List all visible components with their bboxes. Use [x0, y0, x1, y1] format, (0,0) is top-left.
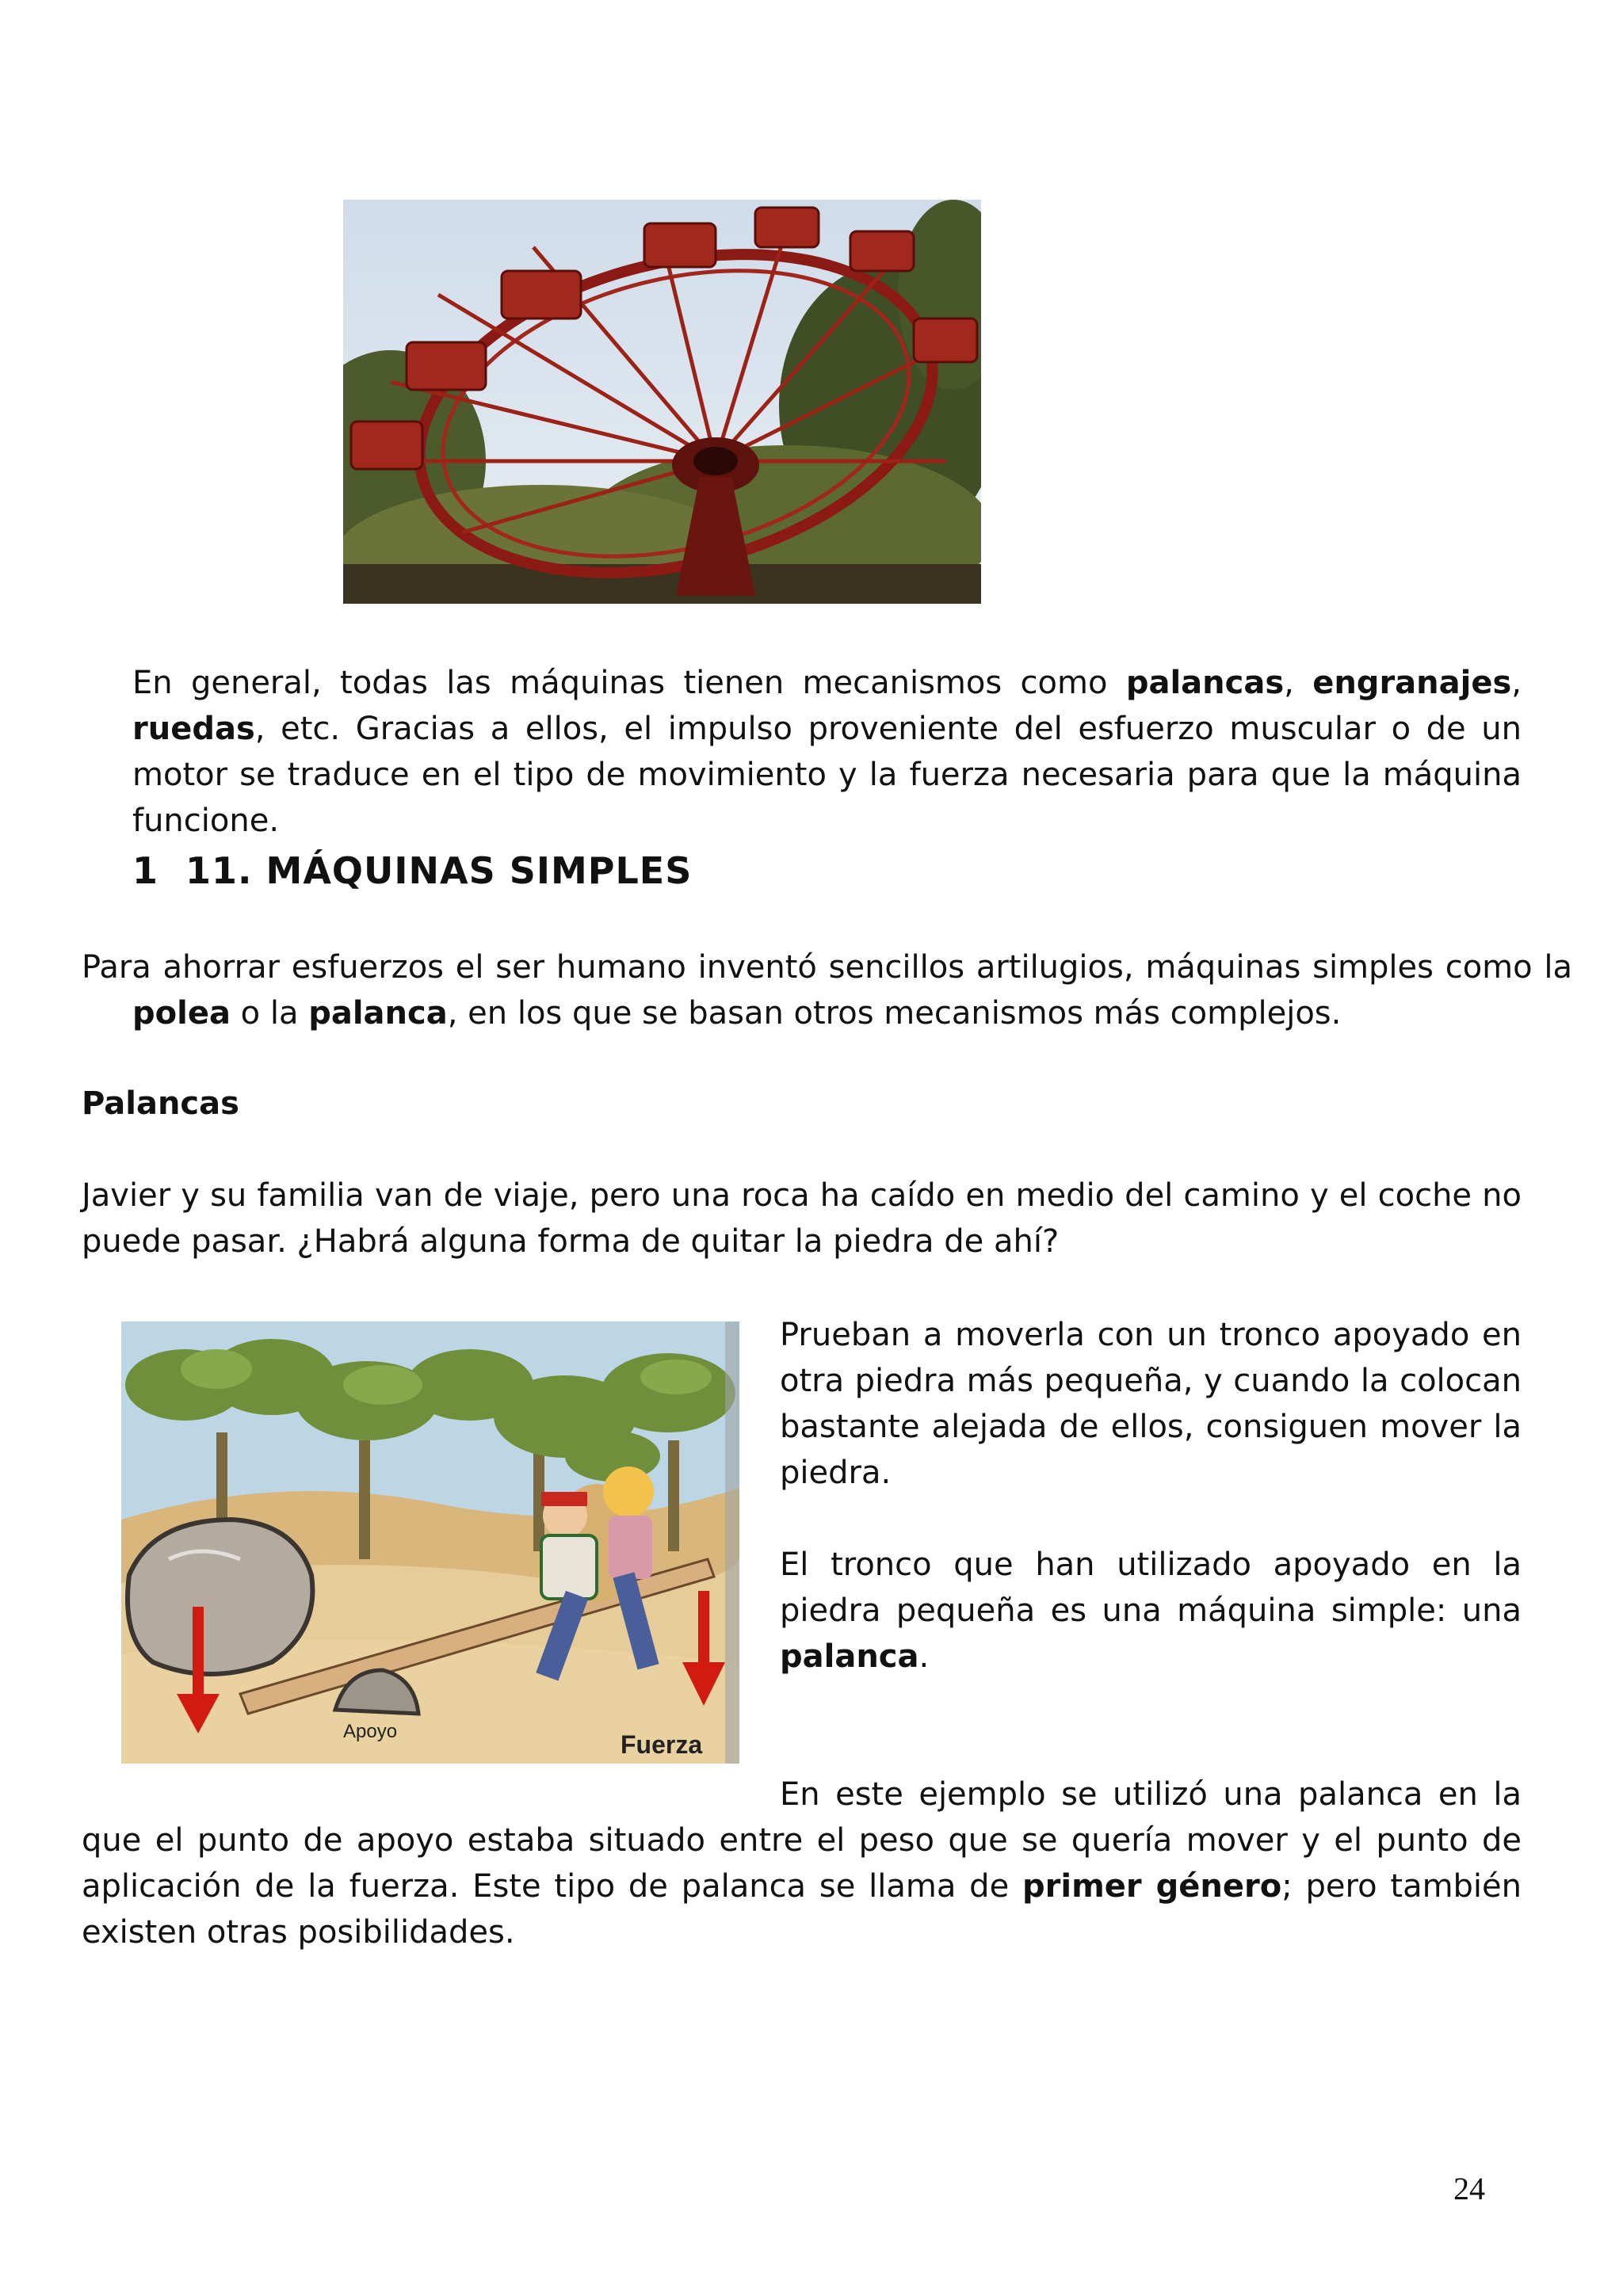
term-engranajes: engranajes [1312, 665, 1512, 701]
simple-machines-paragraph [82, 944, 1572, 1036]
term-primer-genero: primer género [1022, 1868, 1282, 1905]
term-ruedas: ruedas [132, 711, 255, 747]
intro-text: , etc. Gracias a ellos, el impulso proveniente del esfuerzo muscular o de un motor se traduce en el tipo de movimiento y la fuerza necesaria para que la máquina funcione. [132, 711, 1522, 839]
paragraph-text: El tronco que han utilizado apoyado en la piedra pequeña es una máquina simple: una [780, 1547, 1522, 1629]
story-paragraph: Javier y su familia van de viaje, pero una roca ha caído en medio del camino y el coche no puede pasar. ¿Habrá alguna forma de quitar la piedra de ahí? [82, 1177, 1522, 1260]
paragraph-text: , en los que se basan otros mecanismos más complejos. [447, 995, 1342, 1032]
section-heading: 1 11. MÁQUINAS SIMPLES [132, 849, 693, 892]
term-palanca: palanca [308, 995, 448, 1032]
page-number: 24 [1453, 2171, 1485, 2206]
intro-text: En general, todas las máquinas tienen mecanismos como [132, 665, 1126, 701]
side-paragraph-1: Prueban a moverla con un tronco apoyado en otra piedra más pequeña, y cuando la colocan bastante alejada de ellos, consiguen mover la piedra. [780, 1317, 1522, 1491]
label-apoyo: Apoyo [343, 1721, 398, 1742]
term-palanca: palanca [780, 1638, 919, 1675]
lever-illustration [121, 1322, 739, 1764]
paragraph-text: . [918, 1638, 930, 1675]
intro-text: , [1511, 665, 1522, 701]
side-paragraph-2 [780, 1542, 1522, 1680]
paragraph-text: o la [230, 995, 309, 1032]
term-palancas: palancas [1125, 665, 1285, 701]
intro-paragraph [132, 660, 1522, 844]
paragraph-text: Para ahorrar esfuerzos el ser humano inventó sencillos artilugios, máquinas simples como la [82, 949, 1572, 986]
paragraph-text: En este ejemplo se utilizó una palanca en la que el punto de apoyo estaba situado entre el peso que se quería mover y el punto de aplicación de la fuerza. Este tipo de palanca se llama de [82, 1776, 1522, 1905]
term-polea: polea [132, 995, 231, 1032]
amusement-ride-photo [343, 200, 981, 604]
subheading-palancas: Palancas [82, 1085, 239, 1122]
closing-paragraph [82, 1772, 1522, 1955]
intro-text: , [1284, 665, 1313, 701]
label-fuerza: Fuerza [621, 1730, 703, 1759]
paragraph-text: ; pero también existen otras posibilidades. [82, 1868, 1522, 1951]
